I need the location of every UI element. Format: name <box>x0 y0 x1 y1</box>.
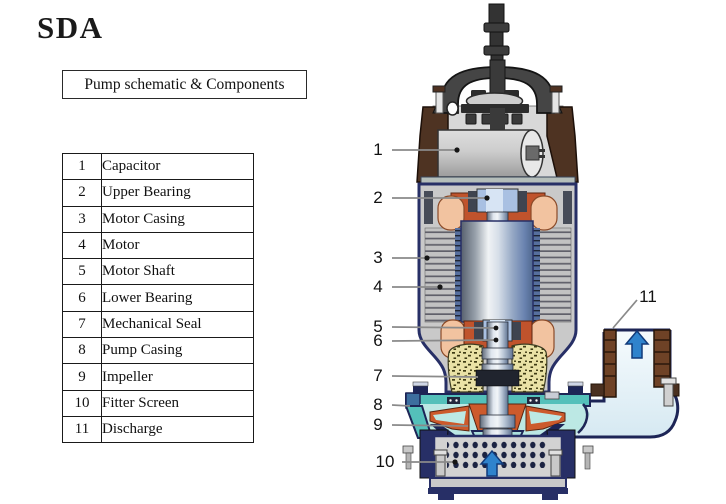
callout-8: 8 <box>373 395 383 414</box>
callout-6: 6 <box>373 331 383 350</box>
part-label: Capacitor <box>102 154 254 180</box>
callout-5: 5 <box>373 317 383 336</box>
casing-slot <box>563 191 572 224</box>
part-number: 5 <box>63 259 102 285</box>
callout-7: 7 <box>373 366 383 385</box>
part-label: Mechanical Seal <box>102 311 254 337</box>
callout-11: 11 <box>639 287 657 306</box>
page-title: SDA <box>37 10 104 45</box>
filter-screen-base <box>403 430 593 500</box>
part-label: Impeller <box>102 364 254 390</box>
part-label: Fitter Screen <box>102 390 254 416</box>
part-label: Upper Bearing <box>102 180 254 206</box>
callout-2: 2 <box>373 188 383 207</box>
capacitor <box>438 130 545 177</box>
part-number: 6 <box>63 285 102 311</box>
part-label: Motor <box>102 232 254 258</box>
part-number: 11 <box>63 416 102 442</box>
callout-3: 3 <box>373 248 383 267</box>
part-label: Discharge <box>102 416 254 442</box>
part-label: Lower Bearing <box>102 285 254 311</box>
casing-hole <box>447 102 458 115</box>
power-cable <box>484 4 509 69</box>
cooling-fins-right <box>537 228 571 322</box>
callout-9: 9 <box>373 415 383 434</box>
part-label: Motor Casing <box>102 206 254 232</box>
part-number: 1 <box>63 154 102 180</box>
schematic-banner: Pump schematic & Components <box>62 70 307 99</box>
motor-rotor <box>461 221 533 322</box>
stator-laminations-right <box>533 228 540 322</box>
callout-1: 1 <box>373 140 383 159</box>
part-number: 4 <box>63 232 102 258</box>
part-label: Motor Shaft <box>102 259 254 285</box>
part-number: 7 <box>63 311 102 337</box>
part-number: 3 <box>63 206 102 232</box>
part-number: 9 <box>63 364 102 390</box>
casing-slot <box>424 191 433 224</box>
part-number: 8 <box>63 338 102 364</box>
callout-4: 4 <box>373 277 383 296</box>
part-number: 2 <box>63 180 102 206</box>
part-number: 10 <box>63 390 102 416</box>
callout-10: 10 <box>375 452 395 471</box>
part-label: Pump Casing <box>102 338 254 364</box>
cooling-fins-left <box>425 228 459 322</box>
